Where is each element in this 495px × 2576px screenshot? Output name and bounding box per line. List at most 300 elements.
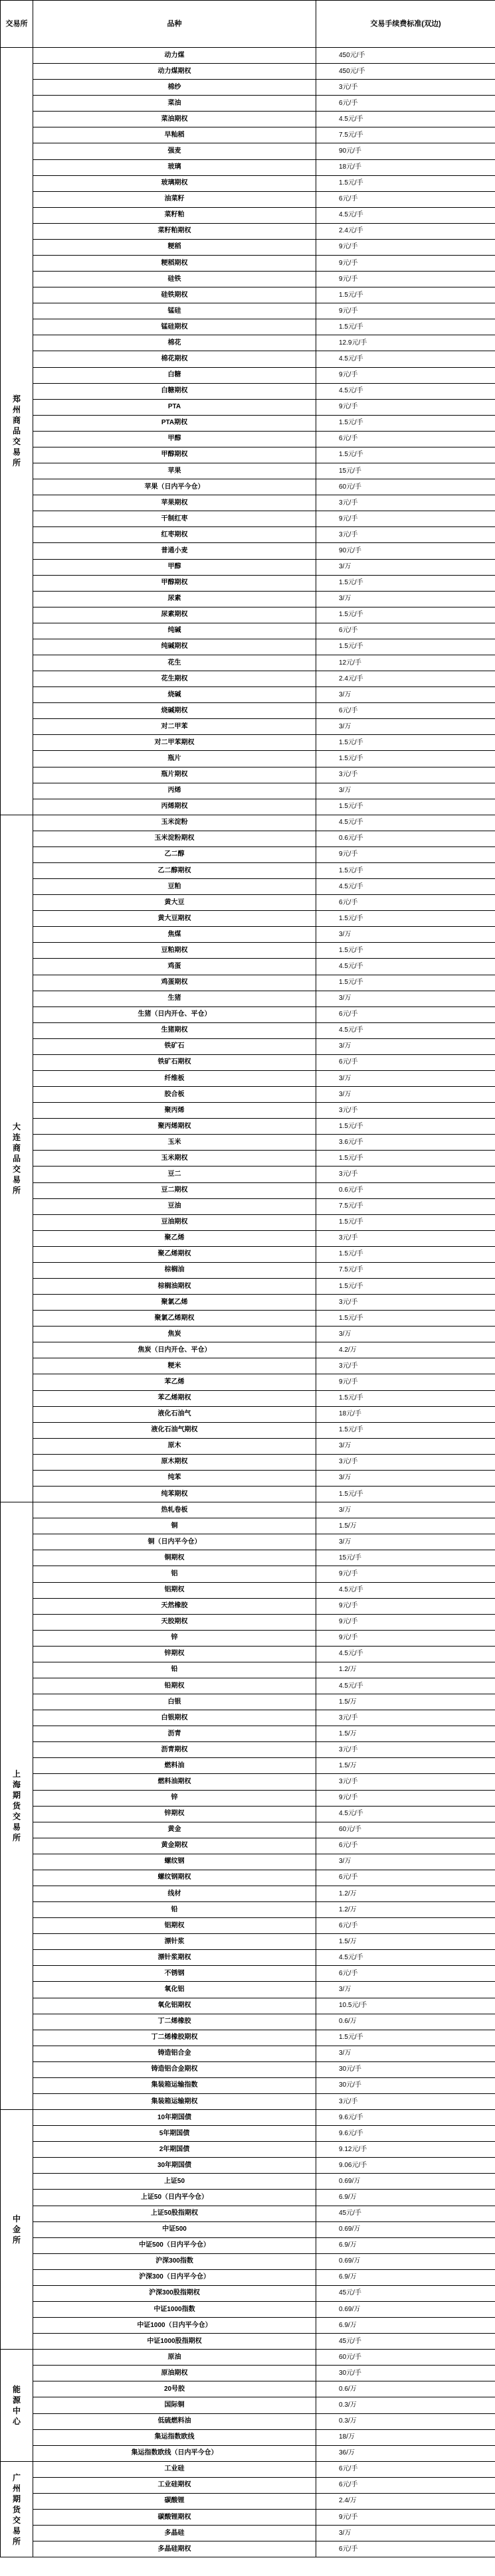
table-row bbox=[1, 2397, 495, 2413]
product-cell: 碳酸锂期权 bbox=[33, 2510, 316, 2526]
fee-cell: 15元/手 bbox=[316, 463, 495, 479]
product-cell: 丁二烯橡胶 bbox=[33, 2014, 316, 2030]
table-row bbox=[1, 2318, 495, 2334]
table-row bbox=[1, 479, 495, 495]
product-cell: 30年期国债 bbox=[33, 2158, 316, 2174]
table-row bbox=[1, 927, 495, 943]
fee-cell: 12元/手 bbox=[316, 655, 495, 671]
product-cell: 氧化铝期权 bbox=[33, 1998, 316, 2014]
product-cell: 锌 bbox=[33, 1630, 316, 1646]
fee-cell: 3元/手 bbox=[316, 1103, 495, 1119]
fee-cell: 6元/手 bbox=[316, 1006, 495, 1022]
fee-cell: 1.5元/手 bbox=[316, 1214, 495, 1230]
table-row bbox=[1, 447, 495, 463]
product-cell: 沪深300（日内平今仓） bbox=[33, 2269, 316, 2285]
product-cell: 白银 bbox=[33, 1694, 316, 1710]
fee-cell: 1.5元/手 bbox=[316, 1422, 495, 1438]
table-row bbox=[1, 1262, 495, 1278]
fee-cell: 6元/手 bbox=[316, 703, 495, 719]
table-row bbox=[1, 431, 495, 447]
table-row bbox=[1, 319, 495, 335]
product-cell: 5年期国债 bbox=[33, 2126, 316, 2142]
product-cell: 黄大豆 bbox=[33, 895, 316, 911]
fee-cell: 1.5元/手 bbox=[316, 2030, 495, 2046]
fee-cell: 9.12元/手 bbox=[316, 2142, 495, 2158]
fee-cell: 3/万 bbox=[316, 1038, 495, 1054]
product-cell: 2年期国债 bbox=[33, 2142, 316, 2158]
table-row bbox=[1, 911, 495, 927]
product-cell: 螺纹钢期权 bbox=[33, 1870, 316, 1886]
fee-cell: 4.5元/手 bbox=[316, 1806, 495, 1822]
fee-cell: 45元/手 bbox=[316, 2206, 495, 2221]
product-cell: 沥青 bbox=[33, 1726, 316, 1742]
product-cell: 豆油期权 bbox=[33, 1214, 316, 1230]
table-row bbox=[1, 607, 495, 623]
table-row bbox=[1, 2174, 495, 2190]
table-row bbox=[1, 1918, 495, 1934]
table-row bbox=[1, 1119, 495, 1135]
product-cell: 瓶片期权 bbox=[33, 767, 316, 783]
table-row bbox=[1, 1806, 495, 1822]
table-row bbox=[1, 2061, 495, 2077]
fee-cell: 45元/手 bbox=[316, 2334, 495, 2350]
fee-cell: 6.9/万 bbox=[316, 2237, 495, 2253]
fee-cell: 450元/手 bbox=[316, 64, 495, 80]
product-cell: 天然橡胶 bbox=[33, 1598, 316, 1614]
product-cell: 粳米 bbox=[33, 1358, 316, 1374]
exchange-name bbox=[1, 2350, 33, 2462]
fee-cell: 9.6元/手 bbox=[316, 2110, 495, 2126]
fee-cell: 9元/手 bbox=[316, 399, 495, 415]
table-row bbox=[1, 1406, 495, 1422]
product-cell: 乙二醇 bbox=[33, 846, 316, 862]
product-cell: 沪深300股指期权 bbox=[33, 2285, 316, 2301]
fee-cell: 1.5元/手 bbox=[316, 911, 495, 927]
table-row bbox=[1, 367, 495, 383]
fee-cell: 45元/手 bbox=[316, 2285, 495, 2301]
product-cell: 天胶期权 bbox=[33, 1614, 316, 1630]
product-cell: 铸造铝合金期权 bbox=[33, 2061, 316, 2077]
fee-cell: 9.06元/手 bbox=[316, 2158, 495, 2174]
table-row bbox=[1, 511, 495, 527]
fee-cell: 9元/手 bbox=[316, 272, 495, 287]
table-row bbox=[1, 751, 495, 767]
product-cell: 烧碱期权 bbox=[33, 703, 316, 719]
fee-cell: 6.9/万 bbox=[316, 2318, 495, 2334]
fee-cell: 7.5元/手 bbox=[316, 1262, 495, 1278]
product-cell: 豆二 bbox=[33, 1167, 316, 1182]
product-cell: 集装箱运输期权 bbox=[33, 2094, 316, 2110]
product-cell: 瓶片 bbox=[33, 751, 316, 767]
product-cell: 白糖期权 bbox=[33, 383, 316, 399]
fee-cell: 1.5元/手 bbox=[316, 1151, 495, 1167]
fee-cell: 30元/手 bbox=[316, 2061, 495, 2077]
product-cell: 燃料油期权 bbox=[33, 1774, 316, 1790]
table-row bbox=[1, 2077, 495, 2093]
fee-cell: 9元/手 bbox=[316, 1614, 495, 1630]
fee-cell: 3/万 bbox=[316, 1982, 495, 1998]
product-cell: 中证1000指数 bbox=[33, 2302, 316, 2318]
product-cell: 硅铁期权 bbox=[33, 287, 316, 303]
table-row bbox=[1, 1182, 495, 1198]
product-cell: 国际铜 bbox=[33, 2397, 316, 2413]
fee-cell: 0.6/万 bbox=[316, 2381, 495, 2397]
product-cell: 甲醇 bbox=[33, 559, 316, 575]
table-row bbox=[1, 96, 495, 112]
product-cell: 纯苯 bbox=[33, 1470, 316, 1486]
fee-cell: 6元/手 bbox=[316, 1966, 495, 1982]
fee-cell: 4.5元/手 bbox=[316, 1646, 495, 1662]
table-row bbox=[1, 1646, 495, 1662]
table-row bbox=[1, 2350, 495, 2366]
table-row bbox=[1, 175, 495, 191]
table-row bbox=[1, 2285, 495, 2301]
fee-cell: 18/万 bbox=[316, 2429, 495, 2445]
product-cell: 液化石油气 bbox=[33, 1406, 316, 1422]
product-cell: 豆粕 bbox=[33, 879, 316, 895]
table-row bbox=[1, 1966, 495, 1982]
product-cell: 焦炭 bbox=[33, 1327, 316, 1342]
fee-cell: 15元/手 bbox=[316, 1550, 495, 1566]
product-cell: 沪深300指数 bbox=[33, 2253, 316, 2269]
product-cell: 中证500 bbox=[33, 2221, 316, 2237]
fee-cell: 0.6元/手 bbox=[316, 831, 495, 846]
product-cell: PTA bbox=[33, 399, 316, 415]
product-cell: 纯苯期权 bbox=[33, 1487, 316, 1502]
fee-cell: 3/万 bbox=[316, 2046, 495, 2061]
fee-cell: 1.5/万 bbox=[316, 1694, 495, 1710]
table-row bbox=[1, 767, 495, 783]
fee-cell: 1.2/万 bbox=[316, 1886, 495, 1901]
product-cell: 丙烯 bbox=[33, 783, 316, 799]
product-cell: 菜油期权 bbox=[33, 112, 316, 127]
table-row bbox=[1, 639, 495, 655]
table-row bbox=[1, 2526, 495, 2541]
table-row bbox=[1, 191, 495, 207]
table-row bbox=[1, 2142, 495, 2158]
product-cell: 铸造铝合金 bbox=[33, 2046, 316, 2061]
table-row bbox=[1, 1566, 495, 1582]
fee-cell: 1.5元/手 bbox=[316, 287, 495, 303]
table-row bbox=[1, 159, 495, 175]
product-cell: 尿素期权 bbox=[33, 607, 316, 623]
table-row bbox=[1, 1774, 495, 1790]
fee-cell: 3/万 bbox=[316, 1502, 495, 1518]
table-row bbox=[1, 2429, 495, 2445]
fee-cell: 1.5元/手 bbox=[316, 975, 495, 991]
table-row bbox=[1, 1135, 495, 1151]
table-row bbox=[1, 2158, 495, 2174]
product-cell: 不锈钢 bbox=[33, 1966, 316, 1982]
product-cell: 动力煤 bbox=[33, 48, 316, 64]
header-row bbox=[1, 1, 495, 48]
fee-cell: 1.5元/手 bbox=[316, 575, 495, 591]
fee-cell: 3元/手 bbox=[316, 1167, 495, 1182]
table-row bbox=[1, 1006, 495, 1022]
fee-cell: 2.4元/手 bbox=[316, 671, 495, 687]
table-row bbox=[1, 2493, 495, 2509]
fee-cell: 1.5元/手 bbox=[316, 607, 495, 623]
product-cell: 硅铁 bbox=[33, 272, 316, 287]
table-row bbox=[1, 687, 495, 703]
table-row bbox=[1, 1358, 495, 1374]
fee-cell: 3/万 bbox=[316, 1854, 495, 1870]
fee-cell: 6.9/万 bbox=[316, 2190, 495, 2206]
fee-cell: 1.5元/手 bbox=[316, 447, 495, 463]
table-row bbox=[1, 1214, 495, 1230]
fee-cell: 4.5元/手 bbox=[316, 1582, 495, 1598]
table-row bbox=[1, 862, 495, 878]
product-cell: 纯碱期权 bbox=[33, 639, 316, 655]
fee-cell: 3元/手 bbox=[316, 1774, 495, 1790]
product-cell: 胶合板 bbox=[33, 1087, 316, 1103]
fee-cell: 6元/手 bbox=[316, 1054, 495, 1070]
product-cell: 粳稻期权 bbox=[33, 256, 316, 272]
product-cell: 多晶硅 bbox=[33, 2526, 316, 2541]
fee-cell: 1.5元/手 bbox=[316, 862, 495, 878]
table-row bbox=[1, 1614, 495, 1630]
product-cell: 氧化铝 bbox=[33, 1982, 316, 1998]
product-cell: 工业硅期权 bbox=[33, 2477, 316, 2493]
product-cell: 油菜籽 bbox=[33, 191, 316, 207]
table-row bbox=[1, 2302, 495, 2318]
product-cell: 低硫燃料油 bbox=[33, 2413, 316, 2429]
fee-cell: 3元/手 bbox=[316, 527, 495, 543]
fee-cell: 1.5元/手 bbox=[316, 1119, 495, 1135]
product-cell: 聚乙烯期权 bbox=[33, 1246, 316, 1262]
table-row bbox=[1, 895, 495, 911]
product-cell: 对二甲苯期权 bbox=[33, 735, 316, 751]
product-cell: 黄大豆期权 bbox=[33, 911, 316, 927]
fee-cell: 30元/手 bbox=[316, 2077, 495, 2093]
product-cell: 热轧卷板 bbox=[33, 1502, 316, 1518]
product-cell: 普通小麦 bbox=[33, 543, 316, 559]
fee-cell: 1.5元/手 bbox=[316, 639, 495, 655]
product-cell: 多晶硅期权 bbox=[33, 2541, 316, 2557]
table-row bbox=[1, 1518, 495, 1534]
table-row bbox=[1, 1742, 495, 1758]
table-row bbox=[1, 671, 495, 687]
fee-cell: 9元/手 bbox=[316, 2510, 495, 2526]
fee-cell: 60元/手 bbox=[316, 1822, 495, 1838]
table-row bbox=[1, 1246, 495, 1262]
fee-cell: 3/万 bbox=[316, 1438, 495, 1454]
table-row bbox=[1, 719, 495, 735]
product-cell: 玉米淀粉期权 bbox=[33, 831, 316, 846]
product-cell: 聚丙烯期权 bbox=[33, 1119, 316, 1135]
table-row bbox=[1, 1279, 495, 1295]
fee-cell: 1.5/万 bbox=[316, 1758, 495, 1774]
fee-cell: 0.69/万 bbox=[316, 2174, 495, 2190]
table-row bbox=[1, 1630, 495, 1646]
fee-cell: 9元/手 bbox=[316, 1630, 495, 1646]
fee-cell: 1.5元/手 bbox=[316, 175, 495, 191]
product-cell: 乙二醇期权 bbox=[33, 862, 316, 878]
fee-cell: 7.5元/手 bbox=[316, 1198, 495, 1214]
fee-cell: 6元/手 bbox=[316, 1918, 495, 1934]
table-row bbox=[1, 2381, 495, 2397]
product-cell: 螺纹钢 bbox=[33, 1854, 316, 1870]
fee-cell: 4.5元/手 bbox=[316, 351, 495, 367]
table-row bbox=[1, 1726, 495, 1742]
table-row bbox=[1, 1038, 495, 1054]
table-row bbox=[1, 1886, 495, 1901]
header-exchange: 交易所 bbox=[1, 1, 33, 48]
product-cell: 工业硅 bbox=[33, 2461, 316, 2477]
product-cell: 苹果（日内平今仓） bbox=[33, 479, 316, 495]
product-cell: 聚氯乙烯期权 bbox=[33, 1311, 316, 1327]
table-row bbox=[1, 1454, 495, 1470]
product-cell: 聚氯乙烯 bbox=[33, 1295, 316, 1311]
table-row bbox=[1, 2237, 495, 2253]
exchange-name bbox=[1, 815, 33, 1502]
product-cell: 菜油 bbox=[33, 96, 316, 112]
fee-cell: 1.5元/手 bbox=[316, 1246, 495, 1262]
product-cell: 铜期权 bbox=[33, 1550, 316, 1566]
product-cell: 花生 bbox=[33, 655, 316, 671]
table-row bbox=[1, 846, 495, 862]
product-cell: 上证50股指期权 bbox=[33, 2206, 316, 2221]
table-row bbox=[1, 1390, 495, 1406]
fee-cell: 9元/手 bbox=[316, 239, 495, 255]
fee-cell: 3元/手 bbox=[316, 1710, 495, 1726]
table-row bbox=[1, 143, 495, 159]
product-cell: PTA期权 bbox=[33, 415, 316, 431]
fee-cell: 12.9元/手 bbox=[316, 335, 495, 351]
table-row bbox=[1, 1982, 495, 1998]
table-row bbox=[1, 2030, 495, 2046]
product-cell: 集运指数欧线（日内平今仓） bbox=[33, 2445, 316, 2461]
table-row bbox=[1, 1854, 495, 1870]
product-cell: 集运指数欧线 bbox=[33, 2429, 316, 2445]
fee-cell: 3元/手 bbox=[316, 767, 495, 783]
fee-cell: 4.5元/手 bbox=[316, 112, 495, 127]
product-cell: 粳稻 bbox=[33, 239, 316, 255]
fee-cell: 3元/手 bbox=[316, 1358, 495, 1374]
fee-cell: 1.2/万 bbox=[316, 1902, 495, 1918]
table-row bbox=[1, 831, 495, 846]
table-row bbox=[1, 1550, 495, 1566]
table-row bbox=[1, 2046, 495, 2061]
product-cell: 铝期权 bbox=[33, 1582, 316, 1598]
product-cell: 燃料油 bbox=[33, 1758, 316, 1774]
fee-cell: 3元/手 bbox=[316, 2094, 495, 2110]
table-row bbox=[1, 1071, 495, 1087]
product-cell: 苹果期权 bbox=[33, 495, 316, 511]
table-row bbox=[1, 959, 495, 975]
table-row bbox=[1, 2366, 495, 2381]
header-product: 品种 bbox=[33, 1, 316, 48]
fee-cell: 1.5元/手 bbox=[316, 319, 495, 335]
fee-cell: 3/万 bbox=[316, 559, 495, 575]
fee-cell: 3/万 bbox=[316, 927, 495, 943]
product-cell: 铝 bbox=[33, 1566, 316, 1582]
product-cell: 棕榈油期权 bbox=[33, 1279, 316, 1295]
fee-cell: 1.5元/手 bbox=[316, 1390, 495, 1406]
product-cell: 尿素 bbox=[33, 591, 316, 607]
table-row bbox=[1, 2413, 495, 2429]
product-cell: 焦炭（日内开仓、平仓） bbox=[33, 1342, 316, 1358]
fee-cell: 1.5元/手 bbox=[316, 415, 495, 431]
table-row bbox=[1, 879, 495, 895]
product-cell: 聚丙烯 bbox=[33, 1103, 316, 1119]
product-cell: 黄金期权 bbox=[33, 1838, 316, 1854]
table-row bbox=[1, 1311, 495, 1327]
table-row bbox=[1, 1230, 495, 1246]
table-row bbox=[1, 1502, 495, 1518]
fee-cell: 1.5元/手 bbox=[316, 1311, 495, 1327]
fee-cell: 3/万 bbox=[316, 2526, 495, 2541]
fee-cell: 1.5/万 bbox=[316, 1934, 495, 1950]
table-row bbox=[1, 351, 495, 367]
table-row bbox=[1, 2269, 495, 2285]
fee-cell: 60元/手 bbox=[316, 479, 495, 495]
fee-cell: 3元/手 bbox=[316, 1454, 495, 1470]
table-row bbox=[1, 1438, 495, 1454]
table-row bbox=[1, 735, 495, 751]
product-cell: 锌期权 bbox=[33, 1646, 316, 1662]
fee-cell: 3/万 bbox=[316, 1470, 495, 1486]
table-row bbox=[1, 48, 495, 64]
fee-cell: 9元/手 bbox=[316, 846, 495, 862]
fee-cell: 9元/手 bbox=[316, 1566, 495, 1582]
exchange-name-text: 能源中心 bbox=[12, 2385, 21, 2427]
table-row bbox=[1, 2445, 495, 2461]
fee-cell: 1.5元/手 bbox=[316, 1487, 495, 1502]
product-cell: 棉花 bbox=[33, 335, 316, 351]
table-row bbox=[1, 495, 495, 511]
table-row bbox=[1, 2541, 495, 2557]
fee-cell: 1.5元/手 bbox=[316, 751, 495, 767]
table-row bbox=[1, 591, 495, 607]
fee-cell: 36/万 bbox=[316, 2445, 495, 2461]
fee-cell: 4.5元/手 bbox=[316, 959, 495, 975]
fee-cell: 9元/手 bbox=[316, 256, 495, 272]
table-row bbox=[1, 1710, 495, 1726]
product-cell: 生猪期权 bbox=[33, 1022, 316, 1038]
exchange-name-text: 中金所 bbox=[12, 2214, 21, 2245]
table-row bbox=[1, 1598, 495, 1614]
product-cell: 鸡蛋 bbox=[33, 959, 316, 975]
fee-cell: 3/万 bbox=[316, 1087, 495, 1103]
table-row bbox=[1, 2110, 495, 2126]
product-cell: 原油期权 bbox=[33, 2366, 316, 2381]
table-row bbox=[1, 383, 495, 399]
fee-cell: 3元/手 bbox=[316, 1230, 495, 1246]
table-row bbox=[1, 1198, 495, 1214]
table-row bbox=[1, 415, 495, 431]
product-cell: 漂针浆 bbox=[33, 1934, 316, 1950]
fee-cell: 7.5元/手 bbox=[316, 127, 495, 143]
table-row bbox=[1, 1950, 495, 1966]
fee-cell: 3元/手 bbox=[316, 80, 495, 96]
fee-cell: 3/万 bbox=[316, 719, 495, 735]
fee-cell: 4.5元/手 bbox=[316, 879, 495, 895]
exchange-name-text: 广州期货交易所 bbox=[12, 2472, 21, 2546]
product-cell: 铜 bbox=[33, 1518, 316, 1534]
table-row bbox=[1, 1487, 495, 1502]
product-cell: 强麦 bbox=[33, 143, 316, 159]
product-cell: 玉米期权 bbox=[33, 1151, 316, 1167]
fee-cell: 3/万 bbox=[316, 591, 495, 607]
fee-cell: 1.5元/手 bbox=[316, 943, 495, 959]
table-row bbox=[1, 1790, 495, 1806]
table-row bbox=[1, 112, 495, 127]
table-row bbox=[1, 783, 495, 799]
fee-cell: 18元/手 bbox=[316, 159, 495, 175]
table-row bbox=[1, 1870, 495, 1886]
fee-cell: 0.6/万 bbox=[316, 2014, 495, 2030]
